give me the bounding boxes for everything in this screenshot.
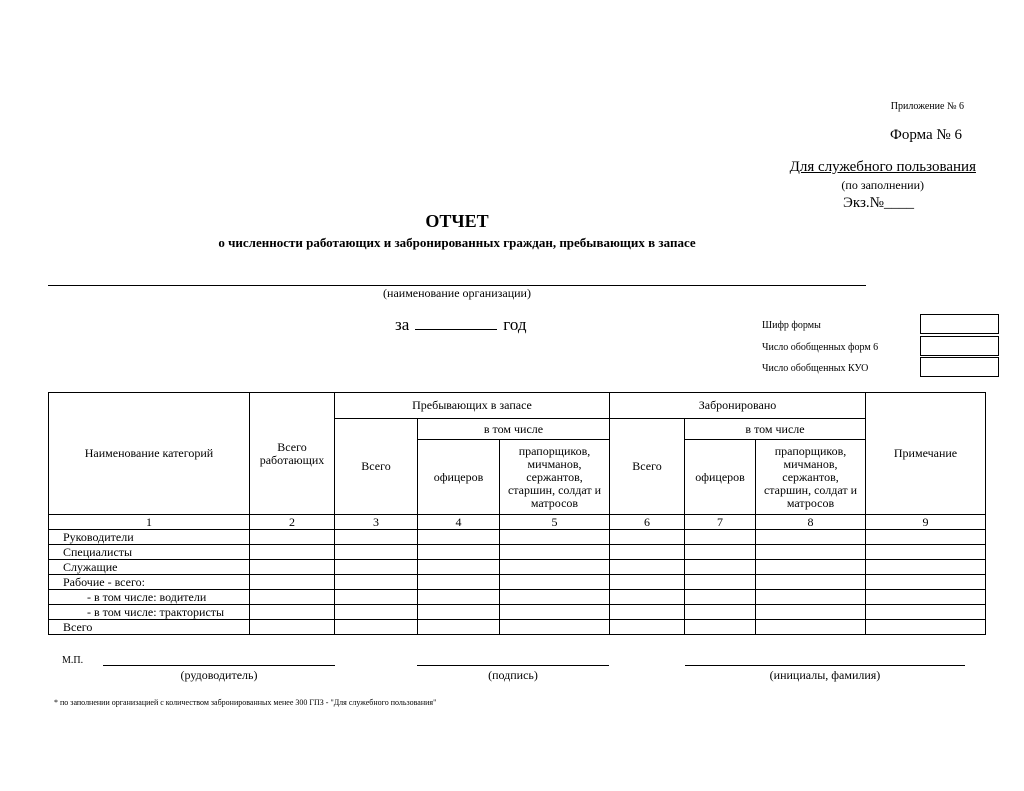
table-cell[interactable] <box>866 605 986 620</box>
table-cell[interactable] <box>685 575 756 590</box>
header-reserved-including: в том числе <box>685 419 866 440</box>
header-reserve-officers: офицеров <box>418 440 500 515</box>
restriction-label: Для служебного пользования <box>789 159 976 175</box>
table-cell[interactable] <box>500 560 610 575</box>
organization-caption: (наименование организации) <box>383 286 531 300</box>
column-number: 6 <box>610 515 685 530</box>
table-cell[interactable] <box>500 545 610 560</box>
table-cell[interactable] <box>866 560 986 575</box>
table-row <box>49 575 986 590</box>
name-caption: (инициалы, фамилия) <box>769 668 881 682</box>
table-cell[interactable] <box>335 530 418 545</box>
column-number: 9 <box>866 515 986 530</box>
name-field[interactable] <box>685 665 965 666</box>
table-cell[interactable] <box>418 575 500 590</box>
table-cell[interactable] <box>500 530 610 545</box>
table-cell[interactable] <box>610 590 685 605</box>
table-cell[interactable] <box>335 605 418 620</box>
page-title: ОТЧЕТ <box>425 211 489 231</box>
header-reserve-including: в том числе <box>418 419 610 440</box>
table-cell[interactable] <box>610 560 685 575</box>
table-cell[interactable] <box>610 620 685 635</box>
table-cell[interactable] <box>610 605 685 620</box>
page-subtitle: о численности работающих и забронированных граждан, пребывающих в запасе <box>218 235 696 250</box>
table-cell[interactable] <box>335 620 418 635</box>
row-label: Руководители <box>49 530 250 545</box>
table-cell[interactable] <box>418 560 500 575</box>
restriction-note: (по заполнении) <box>841 178 924 192</box>
table-cell[interactable] <box>610 575 685 590</box>
table-cell[interactable] <box>418 620 500 635</box>
column-number: 7 <box>685 515 756 530</box>
table-cell[interactable] <box>418 590 500 605</box>
year-field[interactable] <box>415 315 497 330</box>
column-number: 3 <box>335 515 418 530</box>
table-row <box>49 590 986 605</box>
table-cell[interactable] <box>685 560 756 575</box>
table-cell[interactable] <box>866 590 986 605</box>
column-number: 1 <box>49 515 250 530</box>
header-reserve-ncos: прапорщиков, мичманов, сержантов, старшин, солдат и матросов <box>500 440 610 515</box>
table-row <box>49 530 986 545</box>
kuo-count-field[interactable] <box>920 357 999 377</box>
row-label: Специалисты <box>49 545 250 560</box>
row-label: - в том числе: трактористы <box>49 605 250 620</box>
table-row <box>49 620 986 635</box>
table-cell[interactable] <box>418 545 500 560</box>
table-cell[interactable] <box>500 605 610 620</box>
form-code-label: Шифр формы <box>762 320 821 331</box>
report-table <box>48 392 986 635</box>
table-cell[interactable] <box>685 605 756 620</box>
period-prefix: за <box>395 315 410 334</box>
table-cell[interactable] <box>756 590 866 605</box>
row-label: - в том числе: водители <box>49 590 250 605</box>
form-number: Форма № 6 <box>890 127 962 143</box>
table-cell[interactable] <box>418 530 500 545</box>
period-line <box>395 315 526 335</box>
table-cell[interactable] <box>866 530 986 545</box>
stamp-label: М.П. <box>62 655 84 666</box>
table-cell[interactable] <box>756 560 866 575</box>
table-cell[interactable] <box>685 530 756 545</box>
signature-field[interactable] <box>417 665 609 666</box>
header-reserved: Забронировано <box>610 393 866 419</box>
table-cell[interactable] <box>335 575 418 590</box>
table-cell[interactable] <box>335 545 418 560</box>
table-cell[interactable] <box>685 590 756 605</box>
forms6-count-field[interactable] <box>920 336 999 356</box>
table-cell[interactable] <box>866 575 986 590</box>
header-total-workers: Всего работающих <box>250 393 335 515</box>
table-cell[interactable] <box>756 530 866 545</box>
header-reserved-officers: офицеров <box>685 440 756 515</box>
table-cell[interactable] <box>610 545 685 560</box>
table-cell[interactable] <box>610 530 685 545</box>
table-cell[interactable] <box>250 545 335 560</box>
head-caption: (рудоводитель) <box>180 668 258 682</box>
table-cell[interactable] <box>418 605 500 620</box>
signature-caption: (подпись) <box>488 668 538 682</box>
header-note: Примечание <box>866 393 986 515</box>
table-row <box>49 605 986 620</box>
form-code-field[interactable] <box>920 314 999 334</box>
forms6-count-label: Число обобщенных форм 6 <box>762 342 879 353</box>
copy-number: Экз.№____ <box>843 195 914 211</box>
table-cell[interactable] <box>250 560 335 575</box>
table-row <box>49 560 986 575</box>
table-cell[interactable] <box>685 545 756 560</box>
table-cell[interactable] <box>756 620 866 635</box>
table-cell[interactable] <box>250 605 335 620</box>
header-category: Наименование категорий <box>49 393 250 515</box>
column-number: 2 <box>250 515 335 530</box>
header-reserve: Пребывающих в запасе <box>335 393 610 419</box>
table-cell[interactable] <box>756 545 866 560</box>
table-cell[interactable] <box>335 560 418 575</box>
column-number: 5 <box>500 515 610 530</box>
table-cell[interactable] <box>866 545 986 560</box>
table-cell[interactable] <box>500 620 610 635</box>
period-suffix: год <box>503 315 527 334</box>
footnote: * по заполнении организацией с количеством забронированных менее 300 ГПЗ - "Для служебного пользования" <box>54 698 437 707</box>
appendix-label: Приложение № 6 <box>890 101 964 112</box>
row-label: Служащие <box>49 560 250 575</box>
row-label: Всего <box>49 620 250 635</box>
kuo-count-label: Число обобщенных КУО <box>762 363 869 374</box>
table-cell[interactable] <box>250 530 335 545</box>
column-number: 4 <box>418 515 500 530</box>
table-cell[interactable] <box>685 620 756 635</box>
head-signature-field[interactable] <box>103 665 335 666</box>
table-cell[interactable] <box>756 605 866 620</box>
table-cell[interactable] <box>250 620 335 635</box>
column-number: 8 <box>756 515 866 530</box>
row-label: Рабочие - всего: <box>49 575 250 590</box>
table-cell[interactable] <box>500 590 610 605</box>
table-cell[interactable] <box>500 575 610 590</box>
table-cell[interactable] <box>335 590 418 605</box>
table-cell[interactable] <box>756 575 866 590</box>
table-cell[interactable] <box>866 620 986 635</box>
header-reserved-total: Всего <box>610 419 685 515</box>
header-reserved-ncos: прапорщиков, мичманов, сержантов, старшин, солдат и матросов <box>756 440 866 515</box>
table-cell[interactable] <box>250 575 335 590</box>
header-reserve-total: Всего <box>335 419 418 515</box>
table-row <box>49 545 986 560</box>
table-cell[interactable] <box>250 590 335 605</box>
